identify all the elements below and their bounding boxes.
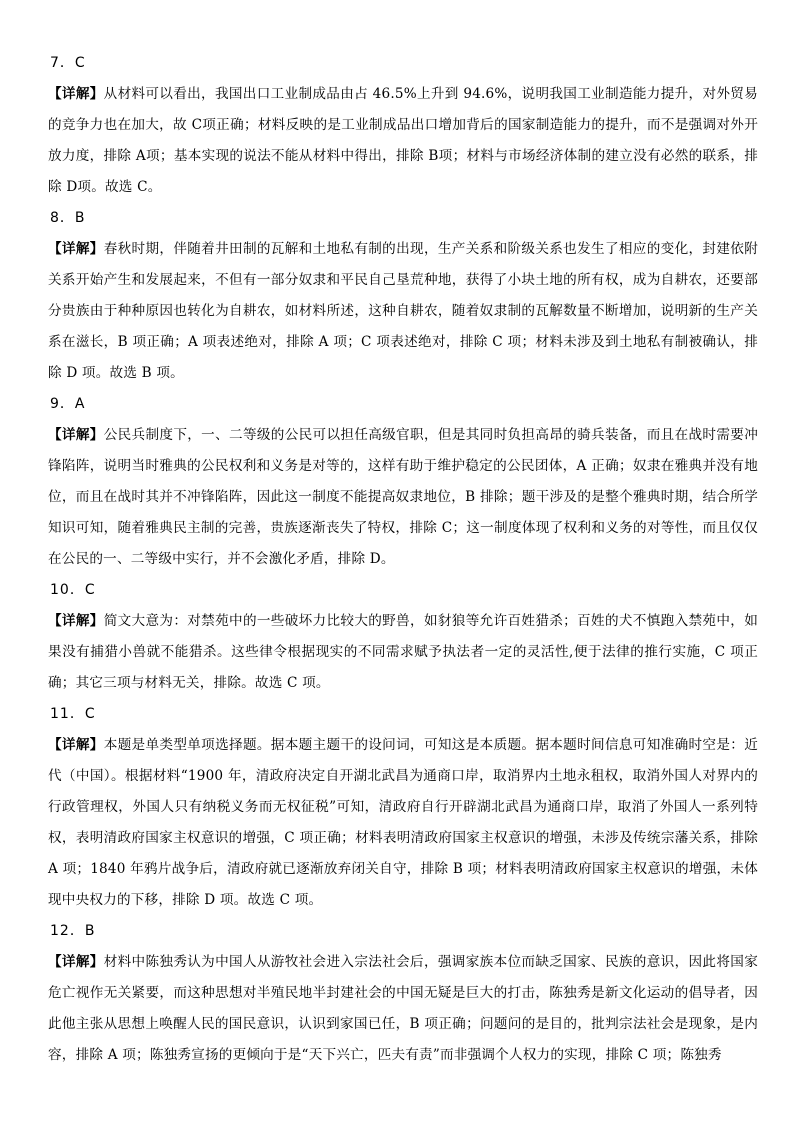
explanation-tag: 【详解】 (48, 737, 104, 753)
explanation-tag: 【详解】 (48, 86, 104, 102)
explanation-9 (48, 420, 758, 575)
answer-9: 9．A (50, 396, 86, 412)
answer-8: 8．B (50, 210, 86, 226)
explanation-tag: 【详解】 (48, 954, 104, 970)
explanation-11 (48, 730, 758, 916)
explanation-text: 从材料可以看出，我国出口工业制成品由占 46.5%上升到 94.6%，说明我国工业制造能力提升，对外贸易的竞争力也在加大，故 C项正确；材料反映的是工业制成品出口增加背后的国家制造能力的提升，而不是强调对外开放力度，排除 A项；基本实现的说法不能从材料中得出，排除 B项；材料与市场经济体制的建立没有必然的联系，排除 D项。故选 C。 (48, 86, 758, 195)
explanation-text: 简文大意为：对禁苑中的一些破坏力比较大的野兽，如豺狼等允许百姓猎杀；百姓的犬不慎跑入禁苑中，如果没有捕猎小兽就不能猎杀。这些律令根据现实的不同需求赋予执法者一定的灵活性,便于法律的推行实施，C 项正确；其它三项与材料无关，排除。故选 C 项。 (48, 613, 758, 691)
explanation-text: 春秋时期，伴随着井田制的瓦解和土地私有制的出现，生产关系和阶级关系也发生了相应的变化，封建依附关系开始产生和发展起来，不但有一部分奴隶和平民自己垦荒种地，获得了小块土地的所有权，成为自耕农，还要部分贵族由于种种原因也转化为自耕农，如材料所述，这种自耕农，随着奴隶制的瓦解数量不断增加，说明新的生产关系在滋长，B 项正确；A 项表述绝对，排除 A 项；C 项表述绝对，排除 C 项；材料未涉及到土地私有制被确认，排除 D 项。故选 B 项。 (48, 241, 758, 381)
answer-key-page (48, 48, 758, 1071)
answer-7: 7．C (50, 55, 86, 71)
explanation-tag: 【详解】 (48, 241, 104, 257)
explanation-8 (48, 234, 758, 389)
explanation-12 (48, 947, 758, 1071)
explanation-tag: 【详解】 (48, 613, 104, 629)
explanation-7 (48, 79, 758, 203)
explanation-tag: 【详解】 (48, 427, 104, 443)
explanation-text: 材料中陈独秀认为中国人从游牧社会进入宗法社会后，强调家族本位而缺乏国家、民族的意识，因此将国家危亡视作无关紧要，而这种思想对半殖民地半封建社会的中国无疑是巨大的打击，陈独秀是新文化运动的倡导者，因此他主张从思想上唤醒人民的国民意识，认识到家国已任，B 项正确；问题问的是目的，批判宗法社会是现象，是内容，排除 A 项；陈独秀宣扬的更倾向于是“天下兴亡，匹夫有责”而非强调个人权力的实现，排除 C 项；陈独秀 (48, 954, 758, 1063)
explanation-text: 公民兵制度下，一、二等级的公民可以担任高级官职，但是其同时负担高昂的骑兵装备，而且在战时需要冲锋陷阵，说明当时雅典的公民权利和义务是对等的，这样有助于维护稳定的公民团体，A 正确；奴隶在雅典并没有地位，而且在战时其并不冲锋陷阵，因此这一制度不能提高奴隶地位，B 排除；题干涉及的是整个雅典时期，结合所学知识可知，随着雅典民主制的完善，贵族逐渐丧失了特权，排除 C；这一制度体现了权利和义务的对等性，而且仅仅在公民的一、二等级中实行，并不会激化矛盾，排除 D。 (48, 427, 758, 567)
explanation-text: 本题是单类型单项选择题。据本题主题干的设问词，可知这是本质题。据本题时间信息可知准确时空是：近代（中国）。根据材料“1900 年，清政府决定自开湖北武昌为通商口岸，取消界内土地永租权，取消外国人对界内的行政管理权，外国人只有纳税义务而无权征税”可知，清政府自行开辟湖北武昌为通商口岸，取消了外国人一系列特权，表明清政府国家主权意识的增强，C 项正确；材料表明清政府国家主权意识的增强，未涉及传统宗藩关系，排除 A 项；1840 年鸦片战争后，清政府就已逐渐放弃闭关自守，排除 B 项；材料表明清政府国家主权意识的增强，未体现中央权力的下移，排除 D 项。故选 C 项。 (48, 737, 758, 908)
explanation-10 (48, 606, 758, 699)
answer-10: 10．C (50, 582, 96, 598)
answer-12: 12．B (50, 923, 96, 939)
answer-11: 11．C (50, 706, 96, 722)
